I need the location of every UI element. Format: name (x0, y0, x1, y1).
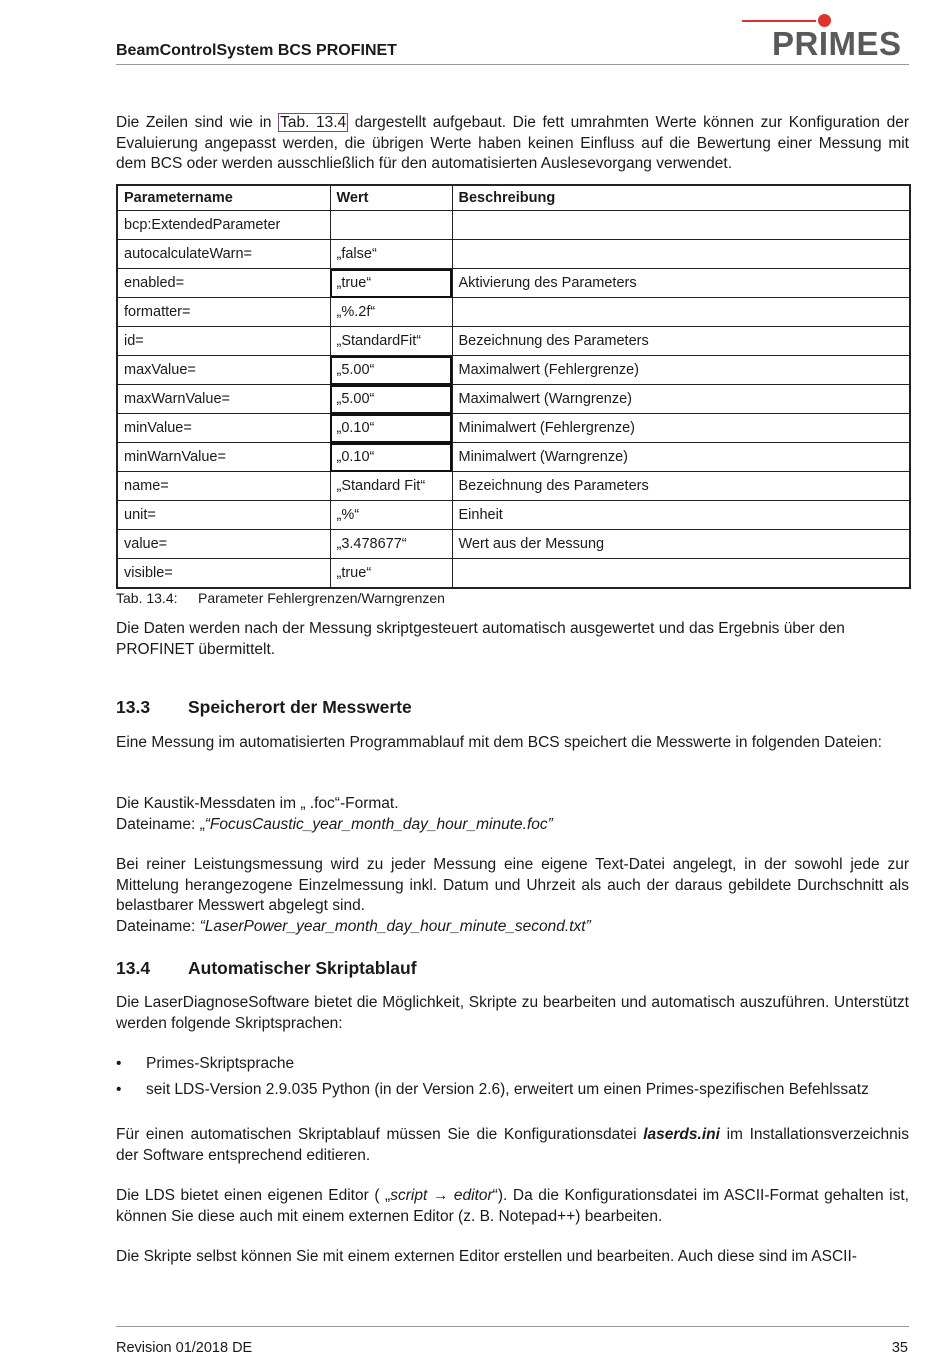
cell-value: „StandardFit“ (330, 327, 452, 356)
cell-description: Wert aus der Messung (452, 530, 910, 559)
config-filename: laserds.ini (643, 1126, 720, 1143)
header-parametername: Parametername (117, 185, 330, 211)
section-13-4-paragraph-2 (116, 1125, 909, 1166)
cell-description: Aktivierung des Parameters (452, 269, 910, 298)
cell-parameter: visible= (117, 559, 330, 589)
table-header-row (117, 185, 910, 211)
header-beschreibung: Beschreibung (452, 185, 910, 211)
cell-parameter: unit= (117, 501, 330, 530)
section-13-4-paragraph-4: Die Skripte selbst können Sie mit einem externen Editor erstellen und bearbeiten. Auch diese sind im ASCII- (116, 1248, 857, 1265)
cell-description (452, 240, 910, 269)
footer-revision: Revision 01/2018 DE (116, 1340, 253, 1356)
section-title: Speicherort der Messwerte (188, 697, 412, 717)
table-row (117, 356, 910, 385)
caustic-filename-line (116, 815, 909, 836)
cell-description (452, 211, 910, 240)
section-number: 13.4 (116, 958, 151, 978)
logo-text: PRIMES (772, 25, 902, 62)
filename-label: Dateiname: „ (116, 815, 205, 833)
intro-text-end: dargestellt aufgebaut. Die fett umrahmten Werte können zur Konfiguration der Evaluierung angepasst werden, die übrigen Werte haben keinen Einfluss auf die Bewertung einer Messung mit dem BCS oder werden ausschließlich für den automatisierten Auslesevorgang verwendet. (116, 114, 910, 172)
cell-description: Bezeichnung des Parameters (452, 472, 910, 501)
cell-value-configurable: „0.10“ (330, 443, 452, 472)
section-13-3-paragraph-3 (116, 855, 909, 937)
cell-parameter: value= (117, 530, 330, 559)
table-row (117, 385, 910, 414)
cell-value-configurable: „true“ (330, 269, 452, 298)
document-title: BeamControlSystem BCS PROFINET (116, 42, 397, 59)
section-heading-13-4 (116, 958, 417, 979)
editor-menu-path: script → editor (390, 1187, 493, 1204)
section-13-3-paragraph-1: Eine Messung im automatisierten Programmablauf mit dem BCS speichert die Messwerte in folgenden Dateien: (116, 734, 882, 751)
list-item (116, 1054, 909, 1075)
list-item-text: seit LDS-Version 2.9.035 Python (in der Version 2.6), erweitert um einen Primes-spezifischen Befehlssatz (146, 1080, 869, 1098)
cell-description: Bezeichnung des Parameters (452, 327, 910, 356)
intro-paragraph (116, 113, 909, 175)
table-row (117, 559, 910, 589)
after-table-paragraph: Die Daten werden nach der Messung skriptgesteuert automatisch ausgewertet und das Ergebnis über den PROFINET übermittelt. (116, 620, 845, 658)
table-row (117, 530, 910, 559)
cell-parameter: maxValue= (117, 356, 330, 385)
cell-parameter: autocalculateWarn= (117, 240, 330, 269)
table-row (117, 240, 910, 269)
editor-text-start: Die LDS bietet einen eigenen Editor ( „ (116, 1187, 391, 1204)
cell-value-configurable: „5.00“ (330, 385, 452, 414)
caustic-format-line: Die Kaustik-Messdaten im „ .foc“-Format. (116, 795, 399, 812)
intro-text-start: Die Zeilen sind wie in (116, 114, 279, 131)
section-13-4-paragraph-1: Die LaserDiagnoseSoftware bietet die Möglichkeit, Skripte zu bearbeiten und automatisch auszuführen. Unterstützt werden folgende Skriptsprachen: (116, 994, 909, 1032)
caption-number: Tab. 13.4: (116, 590, 178, 606)
config-text-end: im Installationsverzeichnis der Software entsprechend editieren. (116, 1126, 909, 1164)
cell-parameter: minValue= (117, 414, 330, 443)
header-wert: Wert (330, 185, 452, 211)
table-row (117, 298, 910, 327)
footer-divider (116, 1326, 909, 1327)
table-reference-link[interactable]: Tab. 13.4 (280, 114, 347, 131)
table-row (117, 443, 910, 472)
editor-text-end: “). Da die Konfigurationsdatei im ASCII-Format gehalten ist, können Sie diese auch mit einem externen Editor (z. B. Notepad++) bearbeiten. (116, 1187, 909, 1225)
power-measurement-text: Bei reiner Leistungsmessung wird zu jeder Messung eine eigene Text-Datei angelegt, in der sowohl jede zur Mittelung herangezogene Einzelmessung inkl. Datum und Uhrzeit als auch der daraus gebildete Durchschnitt als belastbarer Messwert abgelegt sind. (116, 856, 909, 914)
cell-description: Minimalwert (Fehlergrenze) (452, 414, 910, 443)
cell-description: Maximalwert (Fehlergrenze) (452, 356, 910, 385)
list-item (116, 1080, 909, 1101)
cell-parameter: id= (117, 327, 330, 356)
section-13-3-paragraph-2 (116, 794, 909, 835)
cell-description (452, 298, 910, 327)
cell-value: „false“ (330, 240, 452, 269)
power-filename: “LaserPower_year_month_day_hour_minute_second.txt” (199, 917, 591, 935)
config-text-start: Für einen automatischen Skriptablauf müssen Sie die Konfigurationsdatei (116, 1126, 644, 1143)
cell-parameter: maxWarnValue= (117, 385, 330, 414)
cell-parameter: minWarnValue= (117, 443, 330, 472)
section-number: 13.3 (116, 697, 151, 717)
table-row (117, 501, 910, 530)
section-heading-13-3 (116, 697, 412, 718)
cell-value-configurable: „0.10“ (330, 414, 452, 443)
caustic-filename: “FocusCaustic_year_month_day_hour_minute.foc” (204, 815, 553, 833)
table-row (117, 269, 910, 298)
table-row (117, 472, 910, 501)
cell-value: „Standard Fit“ (330, 472, 452, 501)
list-item-text: Primes-Skriptsprache (146, 1055, 295, 1072)
cell-value: „3.478677“ (330, 530, 452, 559)
cell-parameter: formatter= (117, 298, 330, 327)
cell-parameter: name= (117, 472, 330, 501)
table-row (117, 327, 910, 356)
table-row (117, 211, 910, 240)
bullet-icon: • (116, 1055, 122, 1072)
bullet-icon: • (116, 1080, 122, 1098)
cell-value-configurable: „5.00“ (330, 356, 452, 385)
logo-accent-line (742, 20, 816, 22)
cell-description (452, 559, 910, 589)
filename-label: Dateiname: (116, 917, 200, 935)
cell-description: Einheit (452, 501, 910, 530)
cell-parameter: enabled= (117, 269, 330, 298)
cell-value (330, 211, 452, 240)
cell-parameter: bcp:ExtendedParameter (117, 211, 330, 240)
section-13-4-paragraph-3 (116, 1186, 909, 1227)
primes-logo (738, 8, 910, 60)
header-divider (116, 64, 909, 65)
cell-value: „%.2f“ (330, 298, 452, 327)
cell-value: „true“ (330, 559, 452, 589)
table-caption (116, 590, 445, 606)
power-filename-line (116, 917, 909, 938)
caption-text: Parameter Fehlergrenzen/Warngrenzen (198, 590, 445, 606)
table-row (117, 414, 910, 443)
cell-value: „%“ (330, 501, 452, 530)
parameter-table (116, 184, 911, 589)
section-title: Automatischer Skriptablauf (188, 958, 417, 978)
page-number: 35 (891, 1340, 908, 1356)
cell-description: Minimalwert (Warngrenze) (452, 443, 910, 472)
script-language-list (116, 1054, 909, 1105)
cell-description: Maximalwert (Warngrenze) (452, 385, 910, 414)
